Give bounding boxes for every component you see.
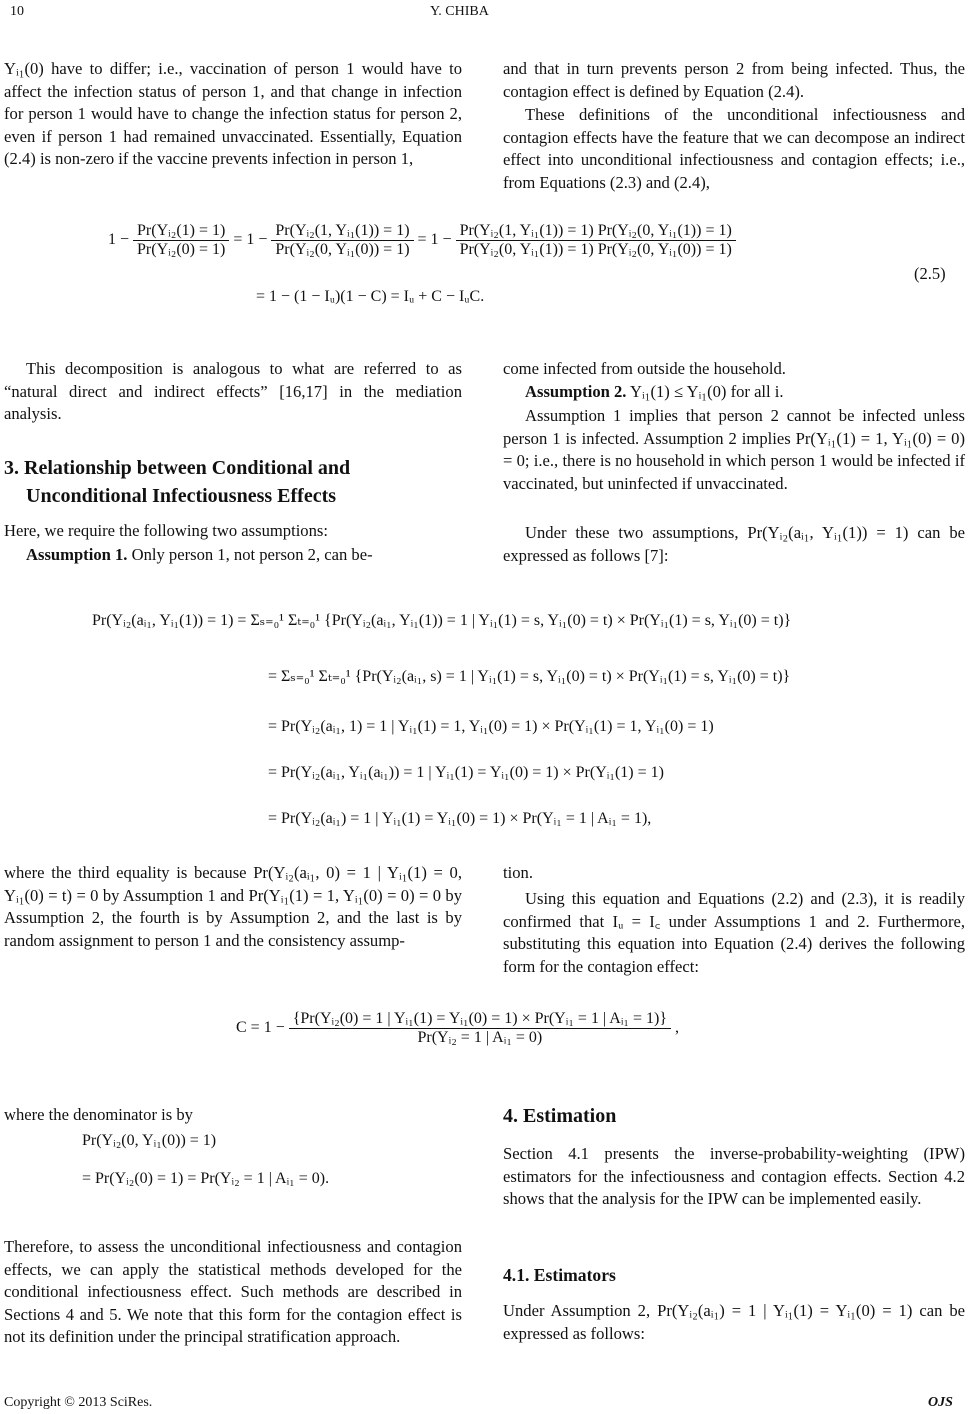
right-paragraph-4: Assumption 1 implies that person 2 cannot be infected unless person 1 is infected. Assumption 2 implies Pr(Yᵢ₁(1) = 1, Yᵢ₁(0) = 0) = 0; i.e., there is no household in which person 1 would be infected if vaccinated, but uninfected if unvaccinated. — [503, 406, 965, 493]
right-paragraph-1: and that in turn prevents person 2 from being infected. Thus, the contagion effect is defined by Equation (2.4). — [503, 59, 965, 101]
assumption-1-text: Only person 1, not person 2, can be- — [127, 545, 373, 564]
right-paragraph-7: Using this equation and Equations (2.2) and (2.3), it is readily confirmed that Iᵤ = I꜀ under Assumptions 1 and 2. Furthermore, substituting this equation into Equation (2.4) derives the following form for the contagion effect: — [503, 889, 965, 976]
eq25-frac-1: $\frac{\text{Pr(Yᵢ₂(1) = 1)}}{\text{Pr(Yᵢ₂(0) = 1)}}$ — [133, 222, 229, 259]
assumption-1 — [4, 544, 462, 567]
section-4-1-heading: 4.1. Estimators — [503, 1265, 616, 1285]
equation-block-decomposition — [92, 600, 962, 840]
eqC-denominator: Pr(Yᵢ₂ = 1 | Aᵢ₁ = 0) — [417, 1029, 543, 1046]
eqD-line-2: = Pr(Yᵢ₂(0) = 1) = Pr(Yᵢ₂ = 1 | Aᵢ₁ = 0). — [82, 1170, 330, 1187]
eq25-line-2: = 1 − (1 − Iᵤ)(1 − C) = Iᵤ + C − IᵤC. — [256, 288, 485, 305]
eqB-line-4: = Pr(Yᵢ₂(aᵢ₁, Yᵢ₁(aᵢ₁)) = 1 | Yᵢ₁(1) = Yᵢ₁(0) = 1) × Pr(Yᵢ₁(1) = 1) — [268, 764, 664, 781]
left-paragraph-4: where the third equality is because Pr(Yᵢ₂(aᵢ₁, 0) = 1 | Yᵢ₁(1) = 0, Yᵢ₁(0) = t) = 0 by Assumption 1 and Pr(Yᵢ₁(1) = 1, Yᵢ₁(0) = 0) = 0 by Assumption 2, the fourth is by Assumption 2, and the last is by random assignment to person 1 and the consistency assump- — [4, 863, 462, 950]
section-3-heading: 3. Relationship between Conditional and Unconditional Infectiousness Effects — [4, 457, 351, 507]
copyright-footer: Copyright © 2013 SciRes. — [4, 1395, 153, 1410]
equation-denominator — [82, 1132, 462, 1202]
equation-2-5: 1 − $\frac{\text{Pr(Yᵢ₂(1) = 1)}}{\text{Pr(Yᵢ₂(0) = 1)}}$ = 1 − $\frac{\text{Pr(Yᵢ₂(1, Yᵢ₁(1)) = 1)}}{\text{Pr(Yᵢ₂(0, Yᵢ₁(0)) = 1)}}$ = 1 − $\frac{\text{Pr(Yᵢ₂(1, Yᵢ₁(1)) = 1) Pr(Yᵢ₂(0, Yᵢ₁(1)) = 1)}}{\text{Pr(Yᵢ₂(0, Yᵢ₁(1)) = 1) Pr(Yᵢ₂(0, Yᵢ₁(0)) = 1)}}$ = 1 − (1 − Iᵤ)(1 − C) = Iᵤ + C − IᵤC. — [108, 222, 868, 332]
right-paragraph-3: come infected from outside the household. — [503, 359, 786, 378]
right-paragraph-6: tion. — [503, 863, 533, 882]
left-paragraph-3: Here, we require the following two assumptions: — [4, 521, 328, 540]
eqB-line-5: = Pr(Yᵢ₂(aᵢ₁) = 1 | Yᵢ₁(1) = Yᵢ₁(0) = 1) × Pr(Yᵢ₁ = 1 | Aᵢ₁ = 1), — [268, 810, 652, 827]
eqC-tail: , — [675, 1019, 680, 1037]
section-4-heading: 4. Estimation — [503, 1105, 617, 1127]
right-paragraph-2: These definitions of the unconditional infectiousness and contagion effects have the feature that we can decompose an indirect effect into unconditional infectiousness and contagion effects; i.e., from Equations (2.3) and (2.4), — [503, 105, 965, 192]
right-paragraph-5: Under these two assumptions, Pr(Yᵢ₂(aᵢ₁, Yᵢ₁(1)) = 1) can be expressed as follows [7]: — [503, 523, 965, 565]
right-paragraph-9: Under Assumption 2, Pr(Yᵢ₂(aᵢ₁) = 1 | Yᵢ₁(1) = Yᵢ₁(0) = 1) can be expressed as follows: — [503, 1301, 965, 1343]
eqB-line-3: = Pr(Yᵢ₂(aᵢ₁, 1) = 1 | Yᵢ₁(1) = 1, Yᵢ₁(0) = 1) × Pr(Yᵢ₁(1) = 1, Yᵢ₁(0) = 1) — [268, 718, 714, 735]
eqC-lhs: C = 1 − — [236, 1019, 285, 1037]
page-number: 10 — [10, 4, 24, 19]
right-paragraph-8: Section 4.1 presents the inverse-probability-weighting (IPW) estimators for the infectiousness and contagion effects. Section 4.2 shows that the analysis for the IPW can be implemented easily. — [503, 1144, 965, 1209]
equation-contagion-effect — [236, 1010, 796, 1080]
left-paragraph-2: This decomposition is analogous to what are referred to as “natural direct and indirect effects” [16,17] in the mediation analysis. — [4, 359, 462, 424]
left-paragraph-6: Therefore, to assess the unconditional infectiousness and contagion effects, we can apply the statistical methods developed for the conditional infectiousness effect. Such methods are described in Sections 4 and 5. We note that this form for the contagion effect is not its definition under the principal stratification approach. — [4, 1237, 462, 1347]
eqB-line-2: = Σₛ₌₀¹ Σₜ₌₀¹ {Pr(Yᵢ₂(aᵢ₁, s) = 1 | Yᵢ₁(1) = s, Yᵢ₁(0) = t) × Pr(Yᵢ₁(1) = s, Yᵢ₁(0) = t)} — [268, 668, 791, 685]
running-head: Y. CHIBA — [430, 4, 489, 19]
left-paragraph-1: Yᵢ₁(0) have to differ; i.e., vaccination of person 1 would have to affect the infection status of person 1, and that change in infection for person 1 would have to change the infection status for person 2, even if person 1 had remained unvaccinated. Essentially, Equation (2.4) is non-zero if the vaccine prevents infection in person 1, — [4, 59, 462, 169]
journal-name: OJS — [928, 1395, 953, 1410]
equation-number-2-5: (2.5) — [914, 264, 946, 283]
assumption-2 — [503, 381, 965, 404]
eqC-numerator: {Pr(Yᵢ₂(0) = 1 | Yᵢ₁(1) = Yᵢ₁(0) = 1) × Pr(Yᵢ₁ = 1 | Aᵢ₁ = 1)} — [289, 1010, 671, 1029]
left-paragraph-5: where the denominator is by — [4, 1105, 193, 1124]
eqD-line-1: Pr(Yᵢ₂(0, Yᵢ₁(0)) = 1) — [82, 1132, 217, 1149]
eq25-frac-2: $\frac{\text{Pr(Yᵢ₂(1, Yᵢ₁(1)) = 1)}}{\text{Pr(Yᵢ₂(0, Yᵢ₁(0)) = 1)}}$ — [271, 222, 413, 259]
eq25-frac-3: $\frac{\text{Pr(Yᵢ₂(1, Yᵢ₁(1)) = 1) Pr(Yᵢ₂(0, Yᵢ₁(1)) = 1)}}{\text{Pr(Yᵢ₂(0, Yᵢ₁(1)) = 1) Pr(Yᵢ₂(0, Yᵢ₁(0)) = 1)}}$ — [456, 222, 736, 259]
eqB-line-1: Pr(Yᵢ₂(aᵢ₁, Yᵢ₁(1)) = 1) = Σₛ₌₀¹ Σₜ₌₀¹ {Pr(Yᵢ₂(aᵢ₁, Yᵢ₁(1)) = 1 | Yᵢ₁(1) = s, Yᵢ₁(0) = t) × Pr(Yᵢ₁(1) = s, Yᵢ₁(0) = t)} — [92, 612, 792, 629]
assumption-2-text: Yᵢ₁(1) ≤ Yᵢ₁(0) for all i. — [626, 382, 784, 401]
assumption-1-label: Assumption 1. — [26, 545, 128, 564]
eqC-fraction — [289, 1010, 671, 1047]
assumption-2-label: Assumption 2. — [525, 382, 627, 401]
